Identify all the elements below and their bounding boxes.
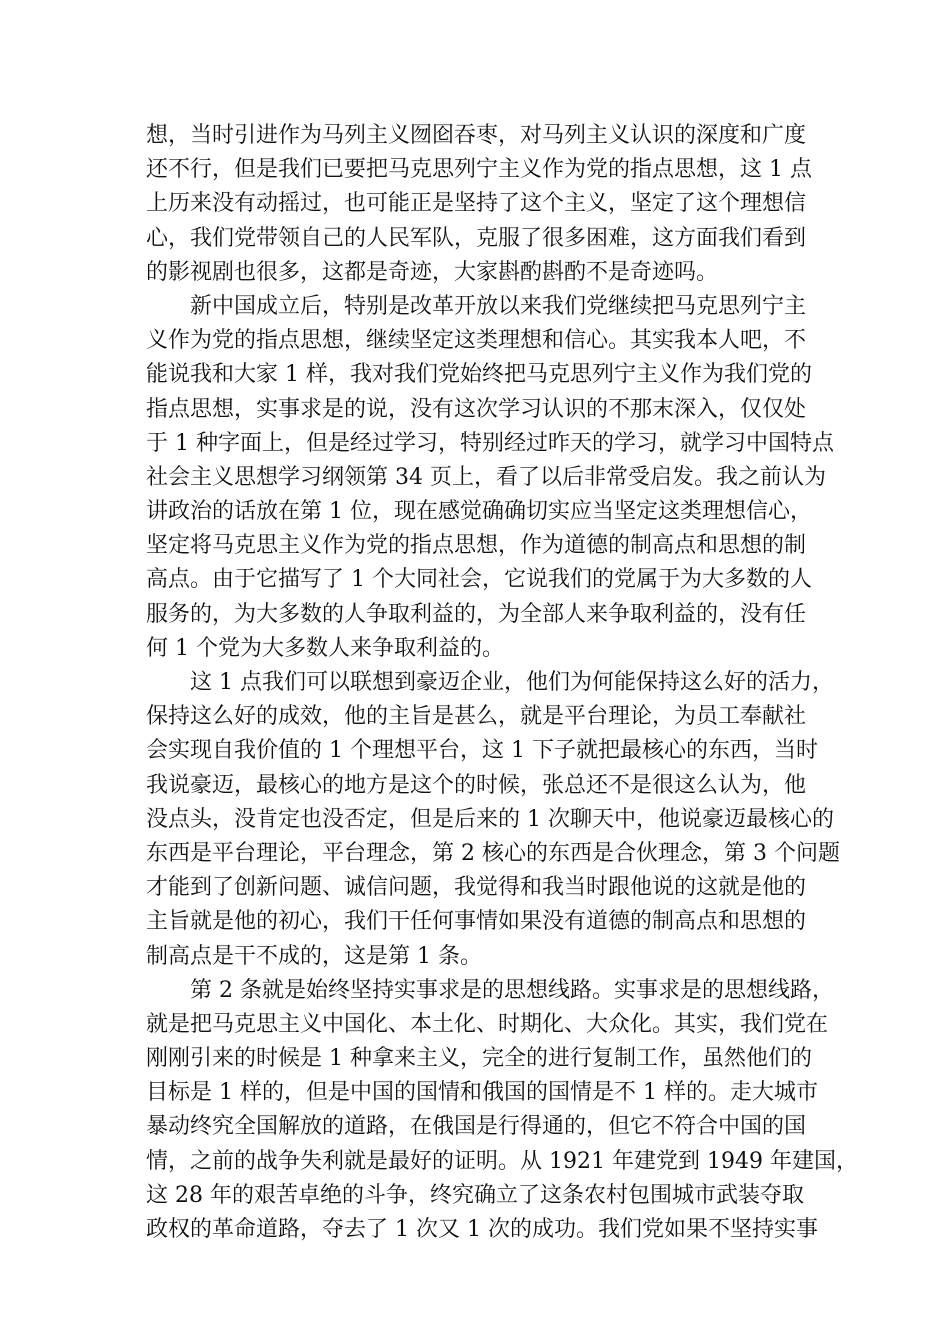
text-line: 刚刚引来的时候是 1 种拿来主义，完全的进行复制工作，虽然他们的 [146,1046,812,1072]
paragraph-4 [146,974,858,1248]
text-line: 于 1 种字面上，但是经过学习，特别经过昨天的学习，就学习中国特点 [146,430,834,456]
text-line: 才能到了创新问题、诚信问题，我觉得和我当时跟他说的这就是他的 [146,875,807,901]
text-line: 何 1 个党为大多数人来争取利益的。 [146,635,504,661]
text-line: 高点。由于它描写了 1 个大同社会，它说我们的党属于为大多数的人 [146,567,812,593]
text-line: 会实现自我价值的 1 个理想平台，这 1 下子就把最核心的东西，当时 [146,738,818,764]
text-line: 暴动终究全国解放的道路，在俄国是行得通的，但它不符合中国的国 [146,1114,807,1140]
text-line: 新中国成立后，特别是改革开放以来我们党继续把马克思列宁主 [190,293,807,319]
document-body [146,119,858,1247]
paragraph-3 [146,666,840,974]
text-line: 情，之前的战争失利就是最好的证明。从 1921 年建党到 1949 年建国， [146,1148,858,1174]
text-line: 义作为党的指点思想，继续坚定这类理想和信心。其实我本人吧，不 [146,328,807,354]
text-line: 保持这么好的成效，他的主旨是甚么，就是平台理论，为员工奉献社 [146,704,807,730]
text-line: 讲政治的话放在第 1 位，现在感觉确确切实应当坚定这类理想信心， [146,499,812,525]
text-line: 的影视剧也很多，这都是奇迹，大家斟酌斟酌不是奇迹吗。 [146,259,719,285]
text-line: 指点思想，实事求是的说，没有这次学习认识的不那末深入，仅仅处 [146,396,807,422]
text-line: 这 1 点我们可以联想到豪迈企业，他们为何能保持这么好的活力， [190,670,834,695]
text-line: 服务的，为大多数的人争取利益的，为全部人来争取利益的，没有任 [146,601,807,627]
text-line: 还不行，但是我们已要把马克思列宁主义作为党的指点思想，这 1 点 [146,157,812,183]
text-line: 心，我们党带领自己的人民军队，克服了很多困难，这方面我们看到 [146,225,807,251]
text-line: 就是把马克思主义中国化、本土化、时期化、大众化。其实，我们党在 [146,1011,829,1037]
text-line: 社会主义思想学习纲领第 34 页上，看了以后非常受启发。我之前认为 [146,464,826,490]
text-line: 第 2 条就是始终坚持实事求是的思想线路。实事求是的思想线路， [190,977,834,1003]
text-line: 东西是平台理论，平台理念，第 2 核心的东西是合伙理念，第 3 个问题 [146,840,840,866]
text-line: 制高点是干不成的，这是第 1 条。 [146,943,482,969]
text-line: 想，当时引进作为马列主义囫囵吞枣，对马列主义认识的深度和广度 [146,123,807,148]
paragraph-1 [146,119,812,290]
text-line: 没点头，没肯定也没否定，但是后来的 1 次聊天中，他说豪迈最核心的 [146,806,834,832]
text-line: 主旨就是他的初心，我们干任何事情如果没有道德的制高点和思想的 [146,909,807,935]
text-line: 目标是 1 样的，但是中国的国情和俄国的国情是不 1 样的。走大城市 [146,1080,818,1106]
text-line: 这 28 年的艰苦卓绝的斗争，终究确立了这条农村包围城市武装夺取 [146,1182,804,1208]
text-line: 政权的革命道路，夺去了 1 次又 1 次的成功。我们党如果不坚持实事 [146,1217,818,1242]
text-line: 坚定将马克思主义作为党的指点思想，作为道德的制高点和思想的制 [146,533,807,559]
text-line: 我说豪迈，最核心的地方是这个的时候，张总还不是很这么认为，他 [146,772,807,798]
paragraph-2 [146,290,834,666]
text-line: 能说我和大家 1 样，我对我们党始终把马克思列宁主义作为我们党的 [146,362,812,388]
text-line: 上历来没有动摇过，也可能正是坚持了这个主义，坚定了这个理想信 [146,191,807,217]
